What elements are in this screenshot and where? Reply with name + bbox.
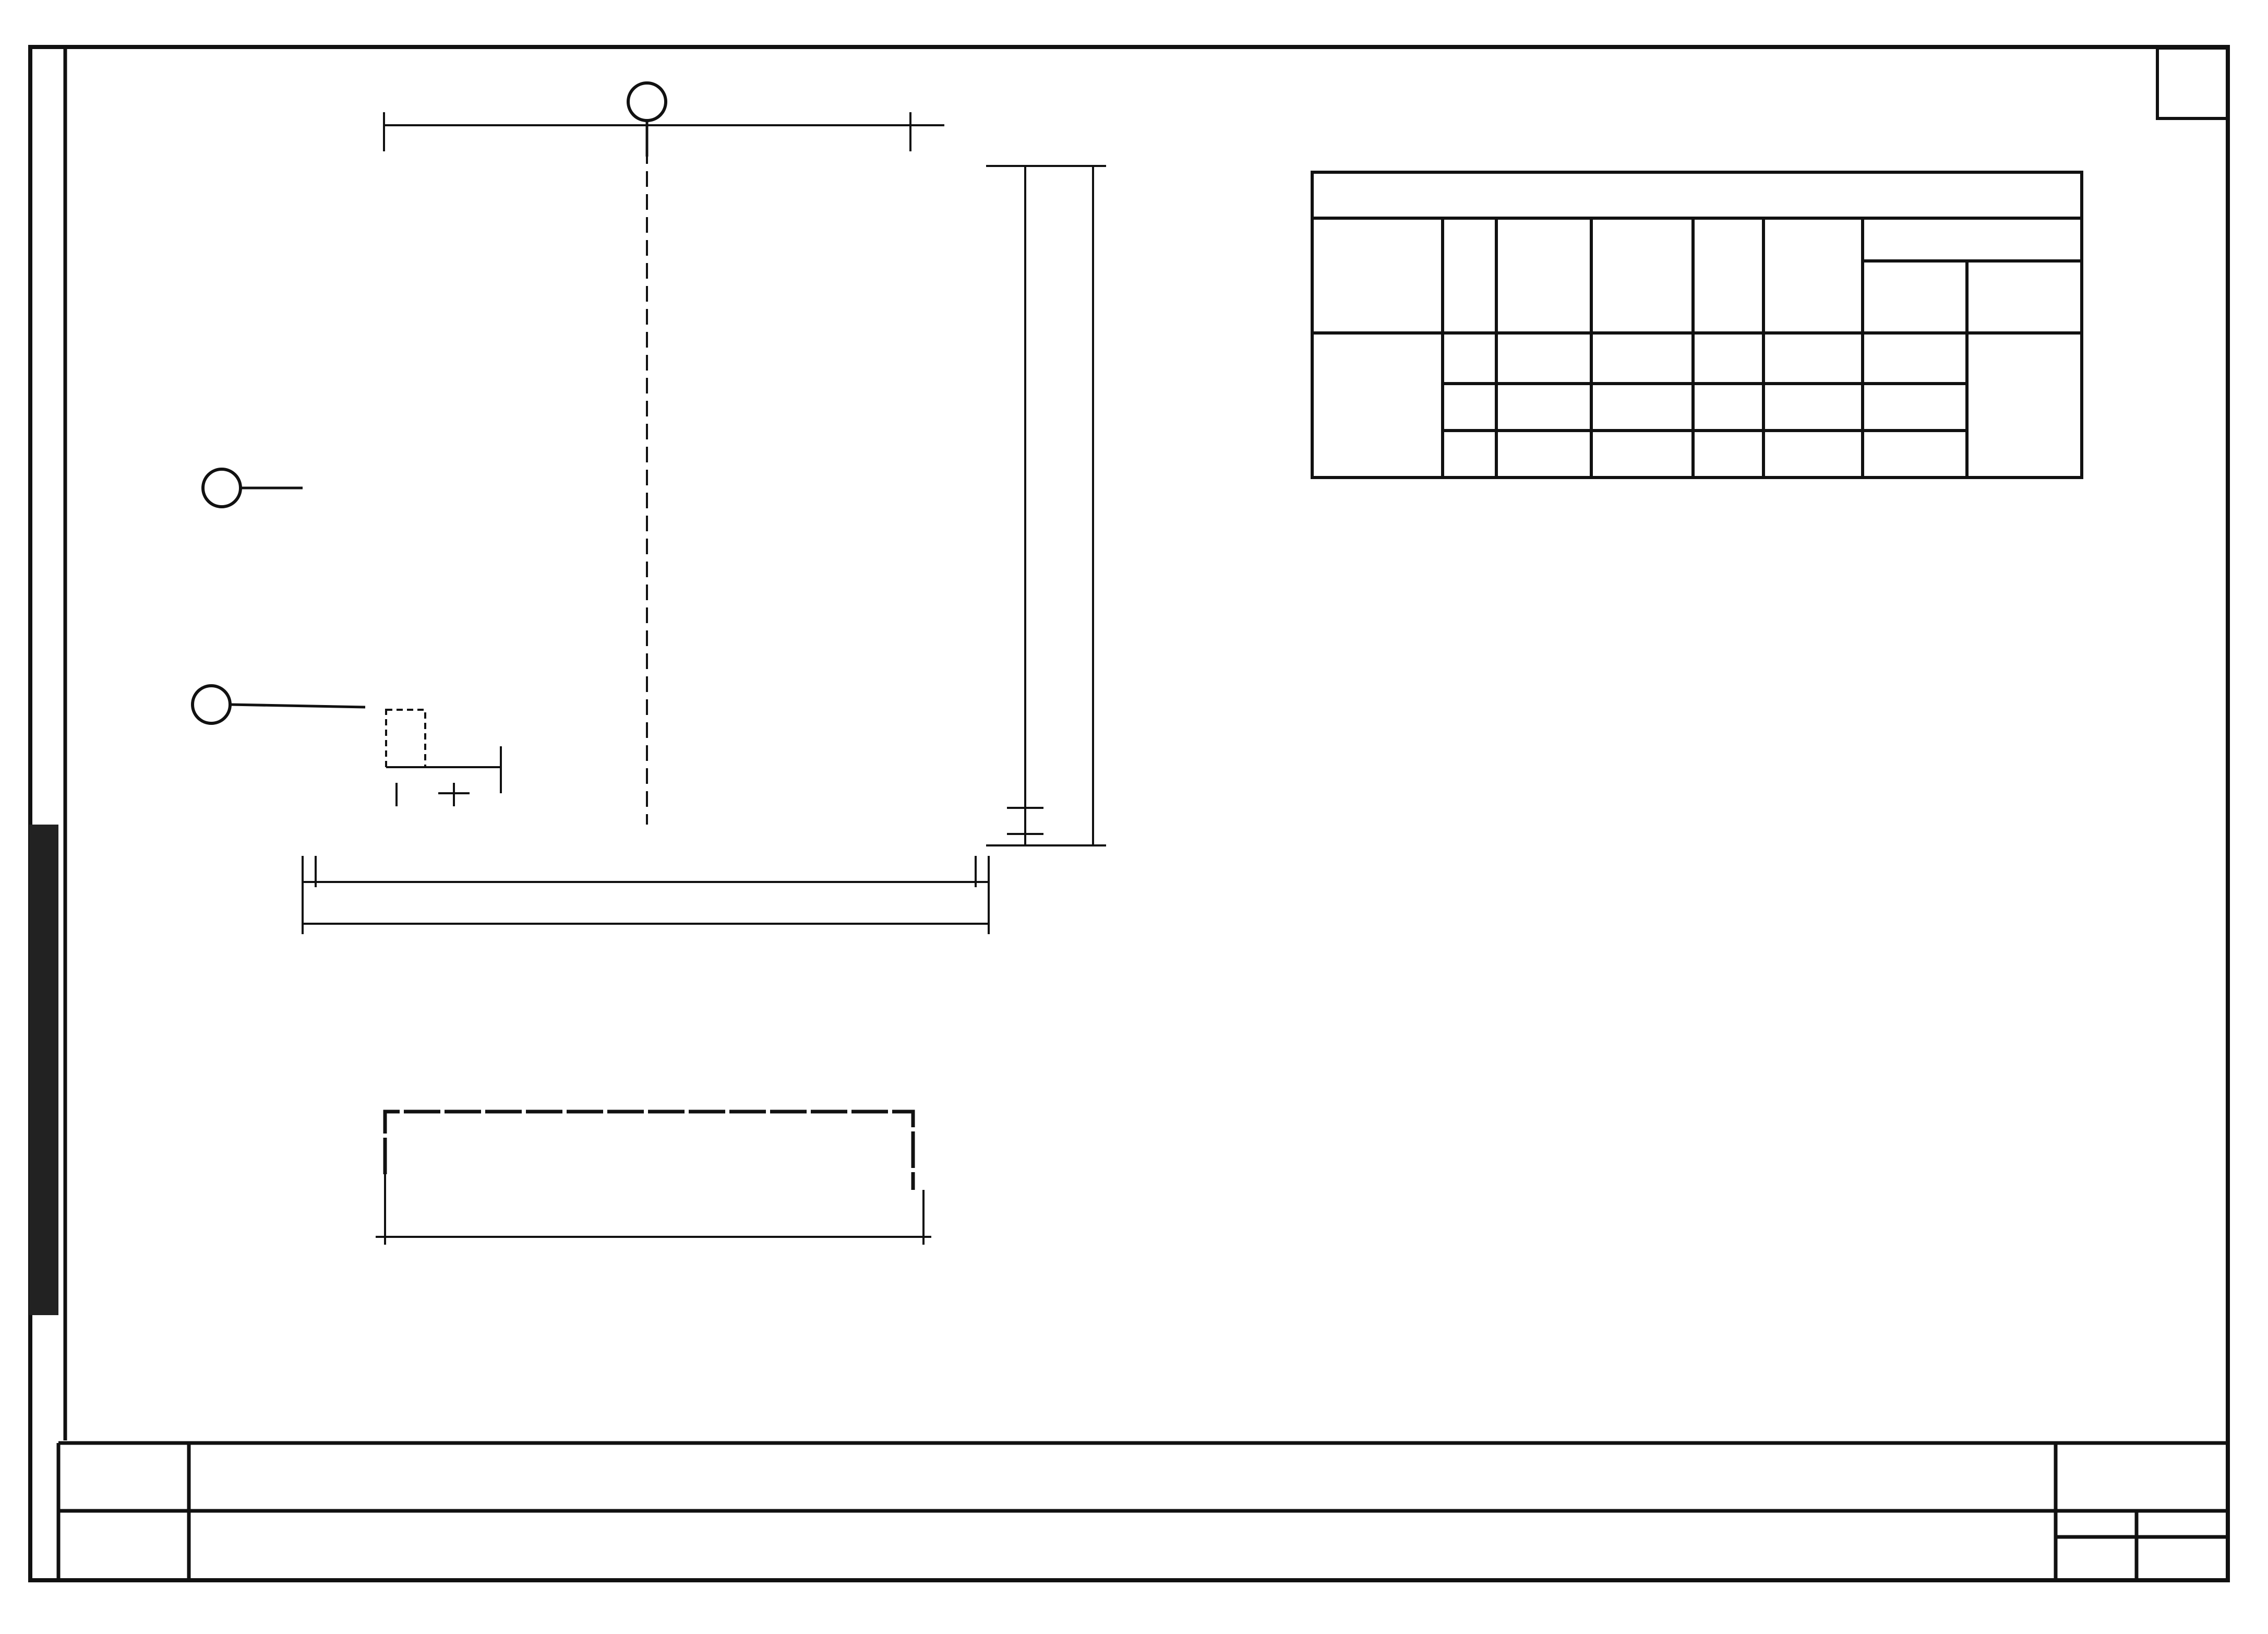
callout-circle-2 <box>203 469 241 507</box>
title-block <box>58 1443 2228 1580</box>
sheet-number-box <box>2157 48 2228 118</box>
callout-circle-3 <box>193 686 230 723</box>
sheet-frame <box>29 47 2228 1580</box>
mesh-labels <box>193 83 666 723</box>
bent-shape-detail <box>376 1112 931 1245</box>
spec-table <box>1312 172 2082 478</box>
side-stamp-strip <box>29 825 58 1315</box>
mesh-dimension-lines <box>303 112 1106 934</box>
callout-circle-1 <box>628 83 666 121</box>
